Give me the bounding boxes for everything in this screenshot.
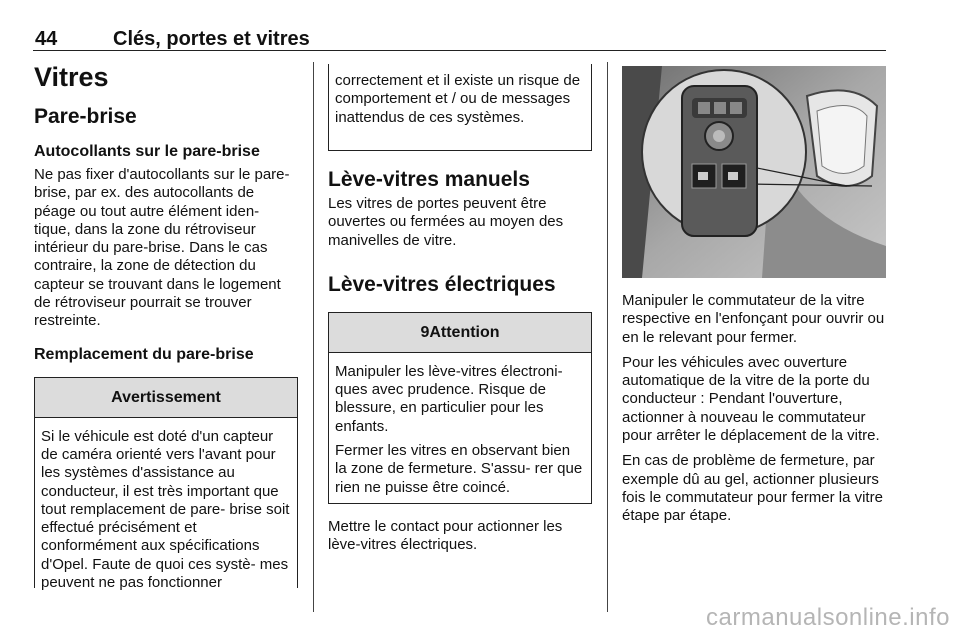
attention-title-text: Attention [429,323,500,341]
column-3 [622,66,886,526]
warning-box-continued [328,64,592,151]
watermark: carmanualsonline.info [706,604,950,631]
section-title-vitres: Vitres [34,62,109,92]
paragraph-probleme-fermeture: En cas de problème de fermeture, par exemple dû au gel, actionner plusieurs fois le commutateur pour fermer la vitre étape par étape. [622,452,883,525]
attention-title [329,313,591,353]
chapter-title: Clés, portes et vitres [113,28,310,50]
heading-pare-brise: Pare-brise [34,105,137,128]
paragraph-manuels: Les vitres de portes peuvent être ouvertes ou fermées au moyen des manivelles de vitre. [328,195,564,249]
heading-autocollants: Autocollants sur le pare-brise [34,143,260,160]
warning-box [34,377,298,592]
paragraph-autocollants: Ne pas fixer d'autocollants sur le pare-brise, par ex. des autocollants de péage ou tout autre élément iden- tique, dans la zone du rétroviseur intérieur du pare-brise. Dans le cas contraire, la zone de détection du capteur se trouvant dans le logement de rétroviseur pourrait se trouver restreinte. [34,166,290,330]
attention-paragraph-2: Fermer les vitres en observant bien la zone de fermeture. S'assu- rer que rien ne puisse être coincé. [335,442,583,496]
window-switch-illustration [622,66,886,278]
door-panel-image [622,66,886,278]
warning-body [35,418,297,599]
column-divider-right [607,62,608,612]
heading-leve-vitres-manuels: Lève-vitres manuels [328,168,530,191]
warning-continued-text: correctement et il existe un risque de comportement et / ou de messages inattendus de ces systèmes. [335,72,581,126]
column-1 [34,62,298,592]
heading-remplacement: Remplacement du pare-brise [34,345,254,363]
warning-title: Avertissement [35,378,297,418]
attention-paragraph-1: Manipuler les lève-vitres électroni- ques avec prudence. Risque de blessure, en particulier pour les enfants. [335,362,563,435]
column-2 [328,64,592,555]
paragraph-contact: Mettre le contact pour actionner les lève-vitres électriques. [328,517,563,554]
column-divider-left [313,62,314,612]
paragraph-commutateur: Manipuler le commutateur de la vitre respective en l'enfonçant pour ouvrir ou en le relevant pour fermer. [622,292,885,346]
attention-box [328,312,592,504]
page-header [33,28,886,51]
attention-body [329,353,591,503]
attention-symbol-icon: 9 [420,323,430,341]
heading-leve-vitres-electriques: Lève-vitres électriques [328,272,556,296]
page-number: 44 [35,28,58,50]
paragraph-ouverture-auto: Pour les véhicules avec ouverture automatique de la vitre de la porte du conducteur : Pendant l'ouverture, actionner à nouveau le commutateur pour arrêter le déplacement de la vitre. [622,353,880,445]
warning-text: Si le véhicule est doté d'un capteur de caméra orienté vers l'avant pour les systèmes d'assistance au conducteur, il est très important que tout remplacement de pare- brise soit effectué précisément et conformément aux spécifications d'Opel. Faute de quoi ces systè- mes peuvent ne pas fonctionner [41,427,290,592]
